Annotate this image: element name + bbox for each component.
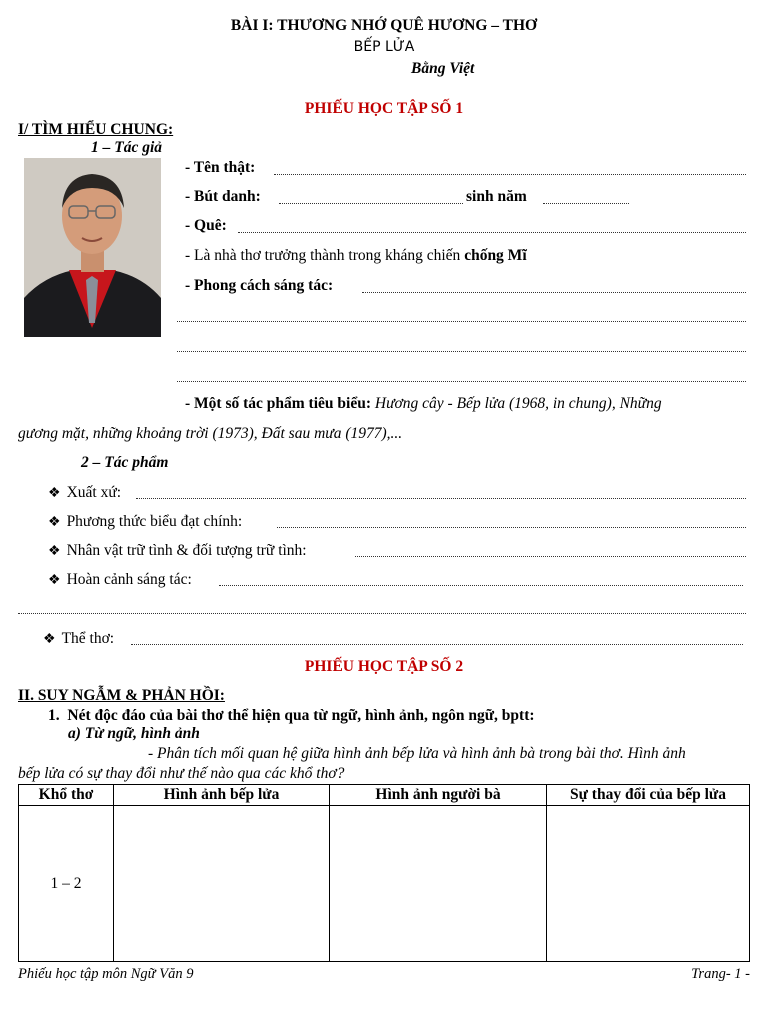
diamond-bullet-icon: ❖ <box>48 486 61 501</box>
form-field[interactable] <box>131 643 743 645</box>
section1-heading: I/ TÌM HIỂU CHUNG: <box>18 121 174 138</box>
birth-year-label: sinh năm <box>466 188 527 205</box>
real-name-label: - Tên thật: <box>185 159 256 176</box>
notable-works-line2: gương mặt, những khoảng trời (1973), Đất sau mưa (1977),... <box>18 425 403 442</box>
cell-grandmother-image[interactable] <box>330 806 547 962</box>
table-row <box>19 806 750 962</box>
diamond-bullet-icon: ❖ <box>48 544 61 559</box>
bio-text-bold: chống Mĩ <box>464 247 527 264</box>
document-title: BÀI I: THƯƠNG NHỚ QUÊ HƯƠNG – THƠ <box>230 17 538 34</box>
author-portrait-icon <box>24 158 161 337</box>
notable-works <box>185 395 662 413</box>
hometown-field[interactable] <box>238 231 746 233</box>
footer-left: Phiếu học tập môn Ngữ Văn 9 <box>18 966 194 982</box>
poem-title: BẾP LỬA <box>353 39 415 55</box>
birth-year-field[interactable] <box>543 202 629 204</box>
bullet-origin-label: Xuất xứ: <box>66 484 122 501</box>
author-subheading: 1 – Tác giả <box>91 139 163 156</box>
style-field-2[interactable] <box>177 320 746 322</box>
expression-field[interactable] <box>277 526 746 528</box>
footer-page-number: Trang- 1 - <box>691 966 750 982</box>
header-hearth-change: Sự thay đổi của bếp lửa <box>547 785 750 806</box>
bullet-form-label: Thể thơ: <box>61 630 115 647</box>
bullet-origin <box>48 484 121 503</box>
style-field-1[interactable] <box>362 291 746 293</box>
notable-works-line1: Hương cây - Bếp lửa (1968, in chung), Những <box>374 395 662 412</box>
cell-stanza: 1 – 2 <box>19 806 114 962</box>
header-hearth-image: Hình ảnh bếp lửa <box>114 785 330 806</box>
real-name-field[interactable] <box>274 173 746 175</box>
bio-text-plain: - Là nhà thơ trưởng thành trong kháng chiến <box>185 247 461 264</box>
diamond-bullet-icon: ❖ <box>43 632 56 647</box>
bullet-context <box>48 571 192 590</box>
bullet-expression-label: Phương thức biểu đạt chính: <box>66 513 243 530</box>
cell-hearth-change[interactable] <box>547 806 750 962</box>
subquestion-a: a) Từ ngữ, hình ảnh <box>68 725 200 742</box>
cell-hearth-image[interactable] <box>114 806 330 962</box>
header-stanza: Khổ thơ <box>19 785 114 806</box>
task-line-1: - Phân tích mối quan hệ giữa hình ảnh bếp lửa và hình ảnh bà trong bài thơ. Hình ảnh <box>148 745 686 762</box>
notable-works-label: - Một số tác phẩm tiêu biểu: <box>185 395 371 412</box>
pen-name-label: - Bút danh: <box>185 188 261 205</box>
style-field-4[interactable] <box>177 380 746 382</box>
style-label: - Phong cách sáng tác: <box>185 277 334 294</box>
context-field-2[interactable] <box>18 612 746 614</box>
hometown-label: - Quê: <box>185 217 227 234</box>
context-field-1[interactable] <box>219 584 743 586</box>
author-portrait <box>24 158 161 337</box>
bio-text <box>185 247 527 265</box>
pen-name-field[interactable] <box>279 202 463 204</box>
table-header-row <box>19 785 750 806</box>
diamond-bullet-icon: ❖ <box>48 573 61 588</box>
header-grandmother-image: Hình ảnh người bà <box>330 785 547 806</box>
work-subheading: 2 – Tác phẩm <box>81 454 169 471</box>
origin-field[interactable] <box>136 497 746 499</box>
bullet-lyric-subject <box>48 542 307 561</box>
analysis-table <box>18 784 750 962</box>
poem-author: Bằng Việt <box>411 60 475 77</box>
diamond-bullet-icon: ❖ <box>48 515 61 530</box>
task-line-2: bếp lửa có sự thay đổi như thế nào qua các khổ thơ? <box>18 765 345 782</box>
question-1: 1. Nét độc đáo của bài thơ thể hiện qua từ ngữ, hình ảnh, ngôn ngữ, bptt: <box>48 707 535 724</box>
sheet1-title: PHIẾU HỌC TẬP SỐ 1 <box>304 100 464 117</box>
style-field-3[interactable] <box>177 350 746 352</box>
bullet-expression <box>48 513 242 532</box>
bullet-form <box>43 630 114 649</box>
section2-heading: II. SUY NGẪM & PHẢN HỒI: <box>18 687 225 704</box>
lyric-subject-field[interactable] <box>355 555 746 557</box>
bullet-lyric-subject-label: Nhân vật trữ tình & đối tượng trữ tình: <box>66 542 307 559</box>
sheet2-title: PHIẾU HỌC TẬP SỐ 2 <box>304 658 464 675</box>
bullet-context-label: Hoàn cảnh sáng tác: <box>66 571 192 588</box>
